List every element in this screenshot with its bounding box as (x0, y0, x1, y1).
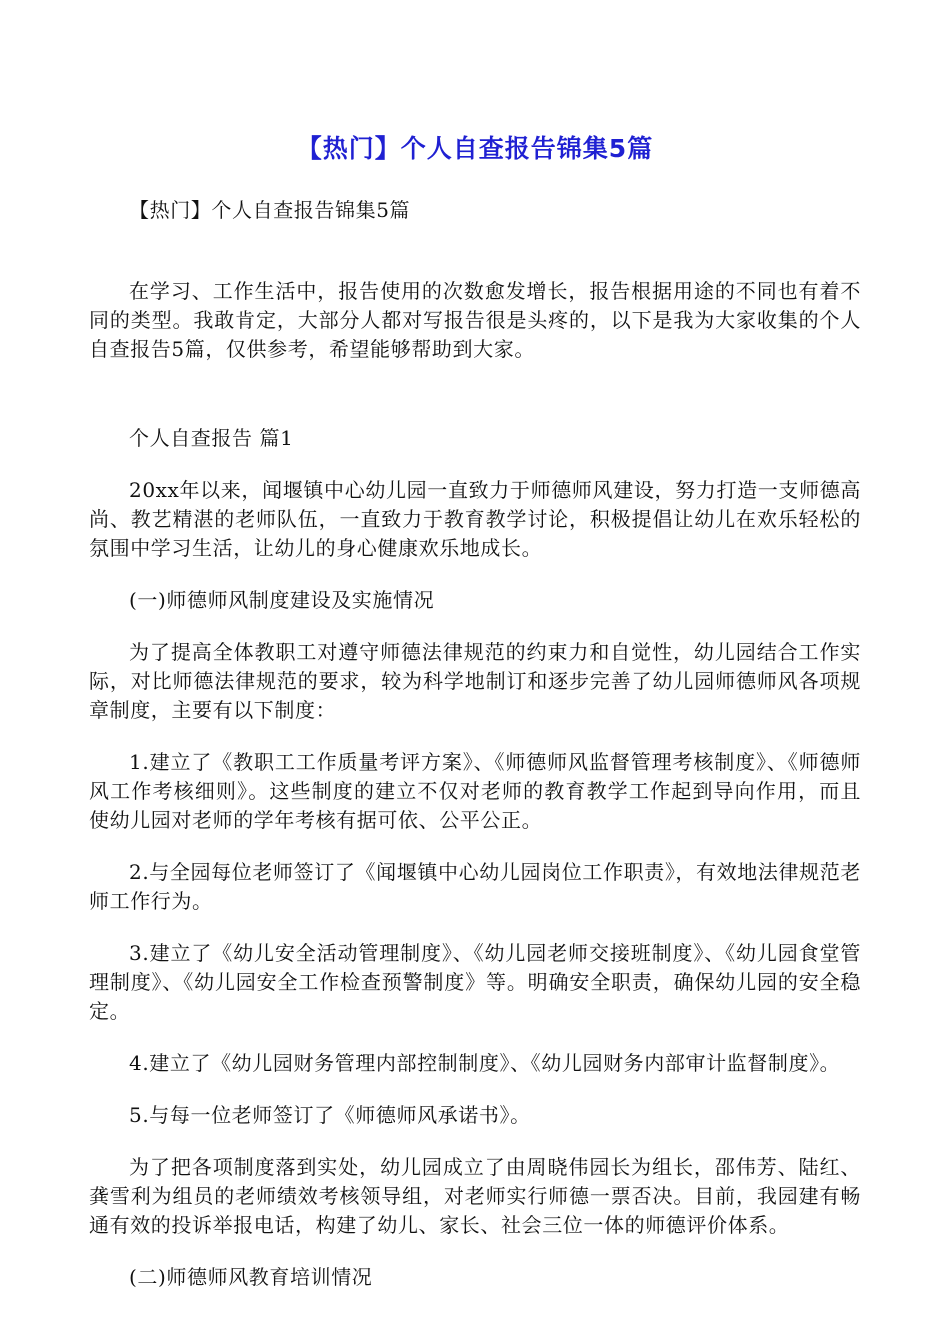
paragraph-implementation: 为了把各项制度落到实处，幼儿园成立了由周晓伟园长为组长，邵伟芳、陆红、龚雪利为组员的老师绩效考核领导组，对老师实行师德一票否决。目前，我园建有畅通有效的投诉举报电话，构建了幼儿、家长、社会三位一体的师德评价体系。 (89, 1155, 861, 1237)
document-title: 【热门】个人自查报告锦集5篇 (296, 134, 654, 163)
list-item-1: 1.建立了《教职工工作质量考评方案》、《师德师风监督管理考核制度》、《师德师风工作考核细则》。这些制度的建立不仅对老师的教育教学工作起到导向作用，而且使幼儿园对老师的学年考核有据可依、公平公正。 (89, 750, 861, 832)
list-item-2: 2.与全园每位老师签订了《闻堰镇中心幼儿园岗位工作职责》，有效地法律规范老师工作行为。 (89, 860, 861, 913)
subheading-part-2: (二)师德师风教育培训情况 (129, 1265, 373, 1289)
paragraph-part-1-intro: 为了提高全体教职工对遵守师德法律规范的约束力和自觉性，幼儿园结合工作实际，对比师德法律规范的要求，较为科学地制订和逐步完善了幼儿园师德师风各项规章制度，主要有以下制度： (89, 640, 861, 722)
paragraph-report-1-intro: 20xx年以来，闻堰镇中心幼儿园一直致力于师德师风建设，努力打造一支师德高尚、教艺精湛的老师队伍，一直致力于教育教学讨论，积极提倡让幼儿在欢乐轻松的氛围中学习生活，让幼儿的身心健康欢乐地成长。 (89, 478, 861, 560)
paragraph-intro: 在学习、工作生活中，报告使用的次数愈发增长，报告根据用途的不同也有着不同的类型。我敢肯定，大部分人都对写报告很是头疼的，以下是我为大家收集的个人自查报告5篇，仅供参考，希望能够帮助到大家。 (89, 279, 861, 361)
document-body (89, 196, 861, 1292)
section-heading-report-1: 个人自查报告 篇1 (129, 426, 294, 450)
paragraph-heading-repeat: 【热门】个人自查报告锦集5篇 (129, 198, 411, 222)
list-item-3: 3.建立了《幼儿安全活动管理制度》、《幼儿园老师交接班制度》、《幼儿园食堂管理制度》、《幼儿园安全工作检查预警制度》等。明确安全职责，确保幼儿园的安全稳定。 (89, 941, 861, 1023)
list-item-5: 5.与每一位老师签订了《师德师风承诺书》。 (129, 1103, 531, 1127)
list-item-4: 4.建立了《幼儿园财务管理内部控制制度》、《幼儿园财务内部审计监督制度》。 (129, 1051, 841, 1075)
subheading-part-1: (一)师德师风制度建设及实施情况 (129, 588, 435, 612)
